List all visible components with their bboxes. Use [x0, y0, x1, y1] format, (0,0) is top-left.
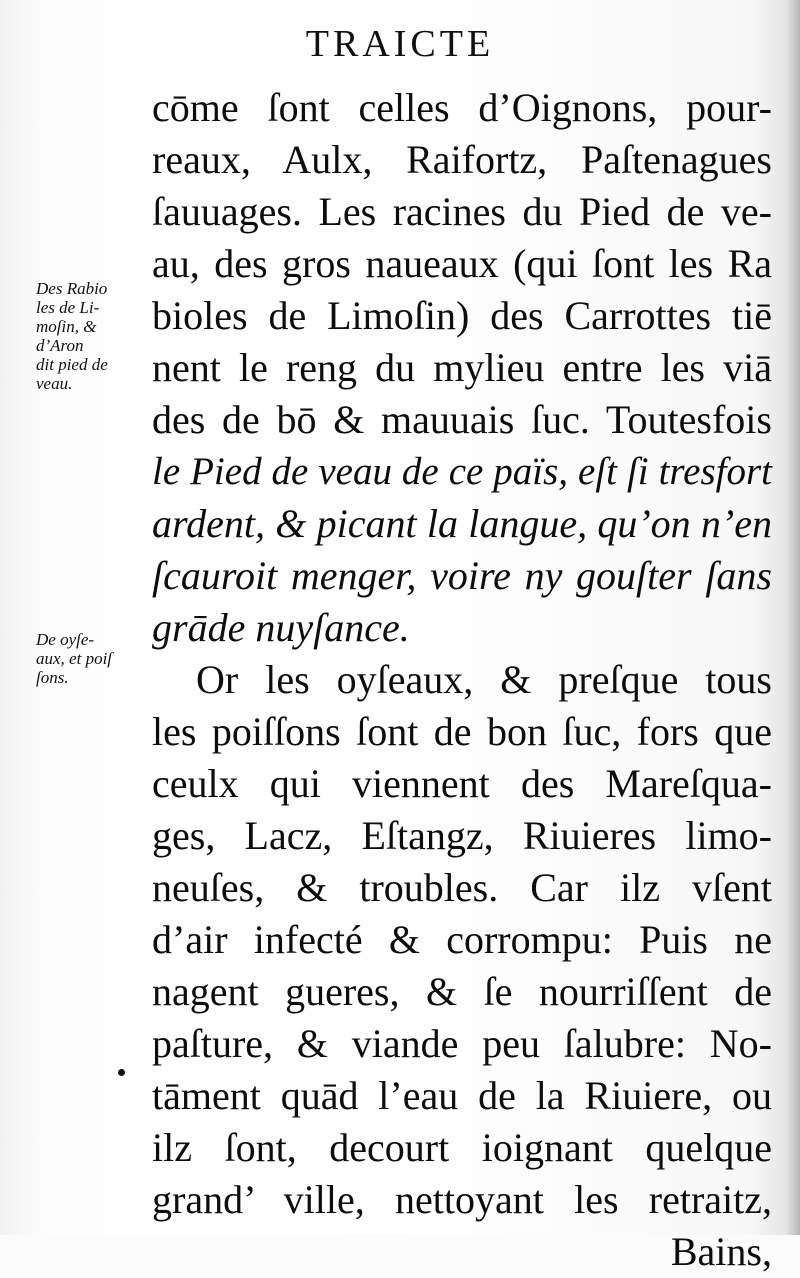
text-line: tāment quād l’eau de la Riuiere, ou	[152, 1073, 772, 1118]
margin-note-line: Des Rabio	[36, 279, 108, 298]
margin-note-line: dit pied de	[36, 355, 108, 374]
main-text-block	[152, 82, 772, 1278]
text-line: au, des gros naueaux (qui ſont les Ra	[152, 241, 772, 286]
text-line: Or les oyſeaux, & preſque tous	[196, 657, 772, 702]
text-line: des de bō & mauuais ſuc. Toutesfois	[152, 397, 772, 442]
margin-note-line: les de Li-	[36, 298, 100, 317]
running-title: TRAICTE	[305, 23, 495, 65]
margin-note-line: moſin, &	[36, 317, 97, 336]
text-line: reaux, Aulx, Raifortz, Paſtenagues	[152, 137, 772, 182]
text-line: d’air infecté & corrompu: Puis ne	[152, 917, 772, 962]
text-line: cōme ſont celles d’Oignons, pour-	[152, 85, 772, 130]
text-line: ſcauroit menger, voire ny gouſter ſans	[152, 553, 772, 598]
text-line: les poiſſons ſont de bon ſuc, fors que	[152, 709, 772, 754]
margin-note-line: ſons.	[36, 668, 69, 687]
text-line: paſture, & viande peu ſalubre: No-	[152, 1021, 772, 1066]
margin-note-line: De oyſe-	[36, 630, 95, 649]
text-line: ges, Lacz, Eſtangz, Riuieres limo-	[152, 813, 772, 858]
ink-speck	[118, 1069, 125, 1076]
margin-note-line: aux, et poiſ	[36, 649, 113, 668]
catchword: Bains,	[670, 1229, 772, 1274]
text-line: ceulx qui viennent des Mareſqua-	[152, 761, 772, 806]
margin-note-line: veau.	[36, 374, 73, 393]
text-line: le Pied de veau de ce païs, eſt ſi tresfort	[152, 450, 772, 493]
margin-note-radishes	[36, 279, 108, 393]
text-line: neuſes, & troubles. Car ilz vſent	[152, 865, 772, 910]
text-line: ſauuages. Les racines du Pied de ve-	[152, 189, 772, 234]
page-shadow-edge	[786, 0, 800, 1235]
text-line: grāde nuyſance.	[152, 605, 410, 650]
text-line: bioles de Limoſin) des Carrottes tiē	[152, 293, 772, 338]
text-line: nent le reng du mylieu entre les viā	[152, 345, 772, 390]
margin-note-line: d’Aron	[36, 336, 84, 355]
text-line: grand’ ville, nettoyant les retraitz,	[152, 1177, 772, 1222]
margin-note-birds-fish	[36, 630, 112, 687]
text-line: ilz ſont, decourt ioignant quelque	[152, 1125, 772, 1170]
text-line: nagent gueres, & ſe nourriſſent de	[152, 969, 772, 1014]
text-line: ardent, & picant la langue, qu’on n’en	[152, 501, 772, 546]
